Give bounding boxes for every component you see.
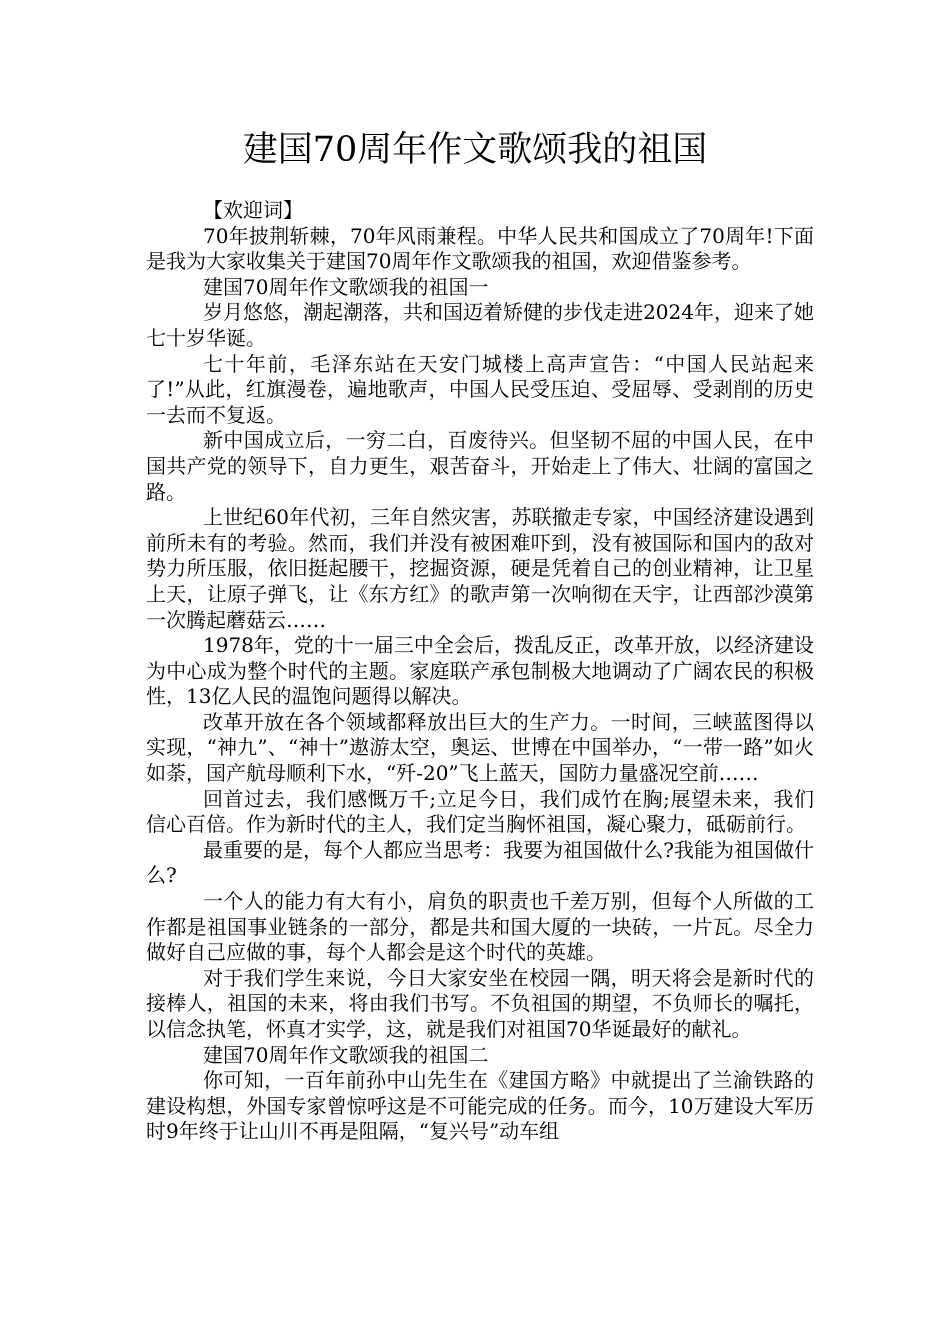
paragraph: 回首过去，我们感慨万千;立足今日，我们成竹在胸;展望未来，我们信心百倍。作为新时代的主人，我们定当胸怀祖国，凝心聚力，砥砺前行。: [146, 786, 814, 837]
paragraph: 最重要的是，每个人都应当思考：我要为祖国做什么?我能为祖国做什么?: [146, 837, 814, 888]
section-heading-one: 建国70周年作文歌颂我的祖国一: [203, 274, 489, 299]
paragraph: 你可知，一百年前孙中山先生在《建国方略》中就提出了兰渝铁路的建设构想，外国专家曾惊呼这是不可能完成的任务。而今，10万建设大军历时9年终于让山川不再是阻隔，“复兴号”动车组: [146, 1068, 814, 1144]
paragraph: 1978年，党的十一届三中全会后，拨乱反正，改革开放，以经济建设为中心成为整个时代的主题。家庭联产承包制极大地调动了广阔农民的积极性，13亿人民的温饱问题得以解决。: [146, 633, 814, 709]
document-title: 建国70周年作文歌颂我的祖国: [242, 130, 708, 170]
document-body: [146, 198, 814, 1145]
paragraph: 一个人的能力有大有小，肩负的职责也千差万别，但每个人所做的工作都是祖国事业链条的一部分，都是共和国大厦的一块砖，一片瓦。尽全力做好自己应做的事，每个人都会是这个时代的英雄。: [146, 889, 814, 965]
paragraph-intro: 70年披荆斩棘，70年风雨兼程。中华人民共和国成立了70周年!下面是我为大家收集关于建国70周年作文歌颂我的祖国，欢迎借鉴参考。: [146, 223, 814, 274]
paragraph: 七十年前，毛泽东站在天安门城楼上高声宣告：“中国人民站起来了!”从此，红旗漫卷，遍地歌声，中国人民受压迫、受屈辱、受剥削的历史一去而不复返。: [146, 351, 814, 427]
paragraph: 岁月悠悠，潮起潮落，共和国迈着矫健的步伐走进2024年，迎来了她七十岁华诞。: [146, 300, 814, 350]
paragraph: 新中国成立后，一穷二白，百废待兴。但坚韧不屈的中国人民，在中国共产党的领导下，自力更生，艰苦奋斗，开始走上了伟大、壮阔的富国之路。: [146, 428, 814, 504]
paragraph: 改革开放在各个领域都释放出巨大的生产力。一时间，三峡蓝图得以实现，“神九”、“神十”遨游太空，奥运、世博在中国举办，“一带一路”如火如荼，国产航母顺利下水，“歼-20”飞上蓝天，国防力量盛况空前……: [146, 709, 814, 786]
paragraph: 对于我们学生来说，今日大家安坐在校园一隅，明天将会是新时代的接棒人，祖国的未来，将由我们书写。不负祖国的期望，不负师长的嘱托，以信念执笔，怀真才实学，这，就是我们对祖国70华诞最好的献礼。: [146, 965, 814, 1041]
paragraph: 上世纪60年代初，三年自然灾害，苏联撤走专家，中国经济建设遇到前所未有的考验。然而，我们并没有被困难吓到，没有被国际和国内的敌对势力所压服，依旧挺起腰干，挖掘资源，硬是凭着自己的创业精神，让卫星上天，让原子弹飞，让《东方红》的歌声第一次响彻在天宇，让西部沙漠第一次腾起蘑菇云……: [146, 505, 814, 632]
section-heading-two: 建国70周年作文歌颂我的祖国二: [203, 1042, 489, 1067]
paragraph-welcome-heading: 【欢迎词】: [203, 198, 303, 222]
